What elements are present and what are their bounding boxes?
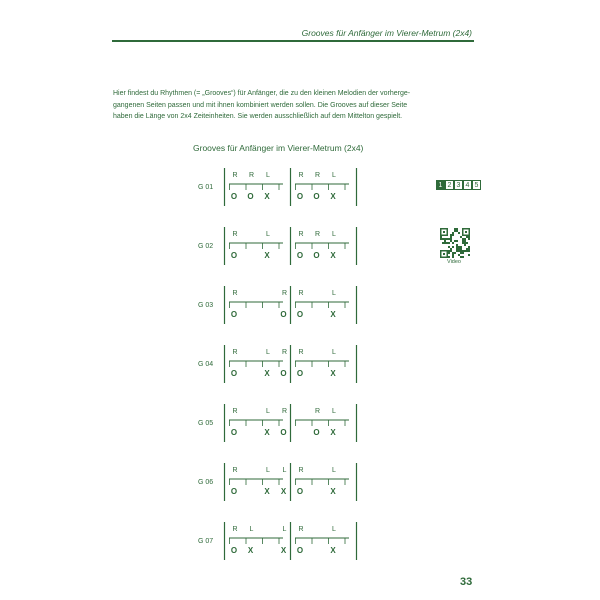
hand-label: R [298,231,304,238]
qr-module [448,238,450,240]
hand-label: R [232,467,238,474]
qr-module [464,240,466,242]
qr-module [452,242,454,244]
qr-module [456,248,458,250]
stroke-symbol: O [280,369,287,378]
hand-label: L [332,172,336,179]
qr-module [452,256,454,258]
groove-row-label: G 04 [198,361,214,368]
stroke-symbol: X [280,487,287,496]
qr-module [460,246,462,248]
hand-label: R [298,349,304,356]
qr-module [444,238,446,240]
qr-module [462,252,464,254]
stroke-symbol: X [264,192,270,201]
page-indicator-2: 2 [445,180,454,190]
qr-module [466,236,468,238]
qr-module [462,256,464,258]
hand-label: L [266,172,270,179]
qr-module [452,254,454,256]
qr-module [456,250,458,252]
page-header [112,28,474,42]
page-indicator [436,180,481,190]
page-indicator-5: 5 [472,180,481,190]
page-indicator-1: 1 [436,180,445,190]
qr-module [454,230,456,232]
page-indicator-4: 4 [463,180,472,190]
stroke-symbol: O [296,192,304,201]
qr-module [442,242,444,244]
hand-label: R [298,526,304,533]
qr-module [464,238,466,240]
qr-module [468,236,470,238]
hand-label: R [248,172,255,179]
hand-label: R [232,172,238,179]
intro-line: haben die Länge von 2x4 Zeiteinheiten. Sie werden ausschließlich auf dem Mittelton gespielt. [113,113,403,120]
hand-label: R [232,408,238,415]
qr-module [458,246,460,248]
stroke-symbol: O [247,192,254,201]
stroke-symbol: X [264,251,270,260]
qr-module [468,254,470,256]
hand-label: R [232,231,238,238]
qr-module [456,228,458,230]
qr-module [450,240,452,242]
stroke-symbol: O [230,192,238,201]
hand-label: R [232,526,238,533]
stroke-symbol: O [230,310,238,319]
qr-finder [443,253,445,255]
hand-label: L [282,467,287,474]
hand-label: L [332,408,336,415]
hand-label: R [314,408,321,415]
qr-module [456,230,458,232]
intro-line: Hier findest du Rhythmen (= „Grooves“) für Anfänger, die zu den kleinen Melodien der vorherge- [113,90,411,97]
qr-module [456,240,458,242]
stroke-symbol: O [296,369,304,378]
groove-row-label: G 03 [198,302,214,309]
qr-module [444,240,446,242]
hand-label: L [266,408,270,415]
qr-module [442,238,444,240]
qr-module [454,228,456,230]
qr-module [462,242,464,244]
hand-label: R [298,172,304,179]
stroke-symbol: O [280,310,287,319]
qr-module [440,236,442,238]
stroke-symbol: X [330,310,336,319]
page-indicator-3: 3 [454,180,463,190]
groove-row-label: G 05 [198,420,214,427]
stroke-symbol: O [230,369,238,378]
qr-module [462,238,464,240]
page-number: 33 [460,576,473,588]
qr-module [462,250,464,252]
qr-module [452,234,454,236]
qr-module [464,250,466,252]
qr-module [444,242,446,244]
qr-module [448,246,450,248]
groove-row-label: G 06 [198,479,214,486]
stroke-symbol: O [230,546,238,555]
qr-module [456,244,458,246]
groove-pattern [224,286,356,326]
stroke-symbol: O [296,310,304,319]
qr-module [464,242,466,244]
qr-finder [465,231,467,233]
hand-label: R [281,349,288,356]
hand-label: L [332,231,336,238]
qr-module [460,250,462,252]
header-title: Grooves für Anfänger im Vierer-Metrum (2x4) [301,28,472,38]
qr-module [462,240,464,242]
stroke-symbol: X [264,369,270,378]
qr-module [450,238,452,240]
groove-row-label: G 02 [198,243,214,250]
qr-module [458,250,460,252]
qr-module [450,250,452,252]
qr-module [448,242,450,244]
qr-code-icon[interactable] [440,228,470,258]
stroke-symbol: X [330,192,336,201]
qr-module [452,246,454,248]
stroke-symbol: O [313,428,320,437]
hand-label: R [298,290,304,297]
qr-module [458,254,460,256]
qr-module [448,250,450,252]
hand-label: R [314,172,321,179]
qr-module [450,236,452,238]
hand-label: L [282,526,287,533]
header-rule [112,40,474,42]
qr-module [446,238,448,240]
hand-label: L [332,290,336,297]
qr-module [460,248,462,250]
intro-paragraph [113,88,473,123]
qr-module [452,232,454,234]
stroke-symbol: X [280,546,287,555]
stroke-symbol: X [330,428,336,437]
qr-module [458,248,460,250]
hand-label: R [281,290,288,297]
qr-module [468,238,470,240]
stroke-symbol: X [330,487,336,496]
stroke-symbol: O [296,251,304,260]
groove-row-label: G 07 [198,538,214,545]
qr-module [460,256,462,258]
qr-module [448,256,450,258]
hand-label: L [249,526,254,533]
qr-module [450,248,452,250]
groove-pattern [224,168,356,208]
qr-module [466,242,468,244]
qr-module [448,252,450,254]
groove-row-label: G 01 [198,184,214,191]
hand-label: R [281,408,288,415]
stroke-symbol: X [264,487,270,496]
qr-module [456,246,458,248]
qr-module [450,234,452,236]
stroke-symbol: X [330,546,336,555]
qr-module [440,238,442,240]
hand-label: L [266,349,270,356]
stroke-symbol: O [280,428,287,437]
stroke-symbol: X [247,546,254,555]
qr-module [446,242,448,244]
qr-module [452,252,454,254]
stroke-symbol: O [230,428,238,437]
hand-label: R [298,467,304,474]
stroke-symbol: O [230,487,238,496]
hand-label: R [232,290,238,297]
groove-grid-title: Grooves für Anfänger im Vierer-Metrum (2x4) [193,143,364,153]
hand-label: L [266,467,270,474]
hand-label: L [332,526,336,533]
stroke-symbol: X [330,251,336,260]
stroke-symbol: O [296,487,304,496]
qr-module [466,250,468,252]
qr-module [460,236,462,238]
qr-module [466,248,468,250]
hand-label: L [332,467,336,474]
groove-pattern [224,345,356,385]
qr-module [454,252,456,254]
qr-finder [443,231,445,233]
hand-label: L [266,231,270,238]
stroke-symbol: O [296,546,304,555]
qr-module [468,246,470,248]
qr-module [468,248,470,250]
stroke-symbol: O [230,251,238,260]
hand-label: R [314,231,321,238]
qr-module [468,250,470,252]
qr-module [458,232,460,234]
qr-module [464,244,466,246]
groove-pattern [224,404,356,444]
qr-caption: Video [447,259,461,265]
stroke-symbol: X [264,428,270,437]
intro-line: gangenen Seiten passen und mit ihnen kombiniert werden sollen. Die Grooves auf dieser Seite [113,101,408,109]
qr-module [460,252,462,254]
stroke-symbol: X [330,369,336,378]
hand-label: R [232,349,238,356]
hand-label: L [332,349,336,356]
groove-pattern [224,522,356,562]
groove-pattern [224,227,356,267]
stroke-symbol: O [313,251,320,260]
qr-module [454,240,456,242]
groove-pattern [224,463,356,503]
stroke-symbol: O [313,192,320,201]
